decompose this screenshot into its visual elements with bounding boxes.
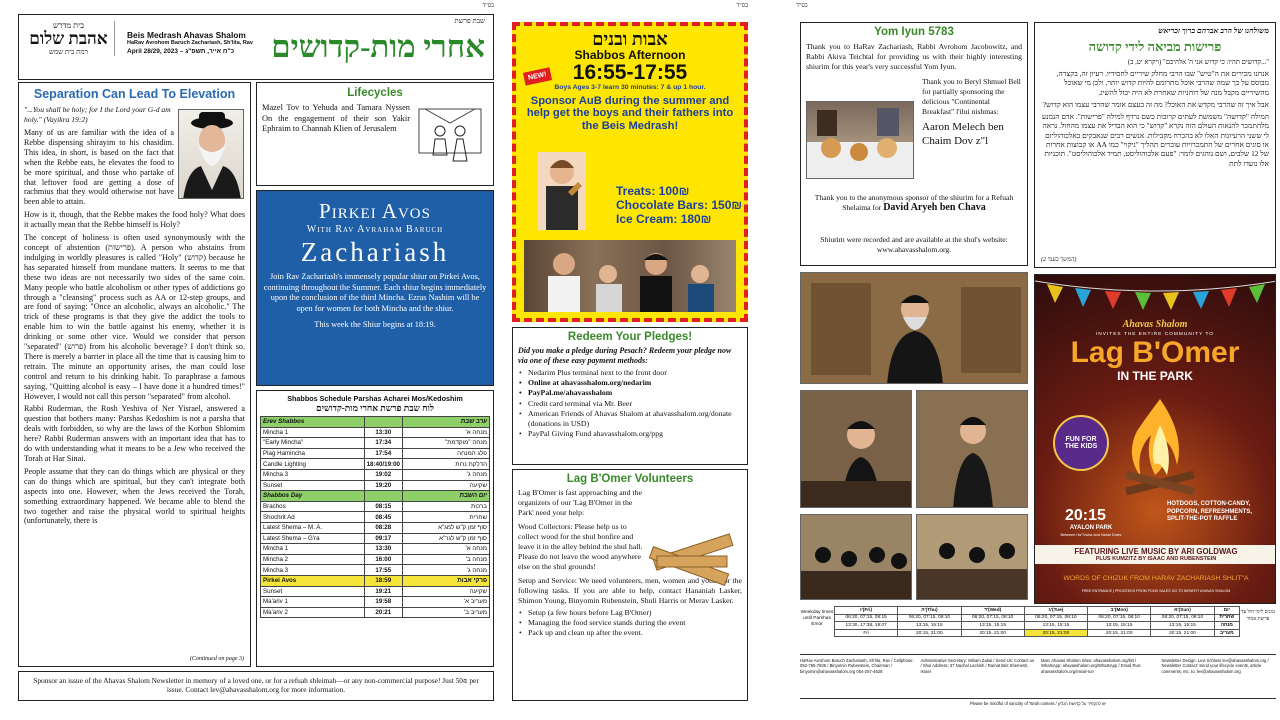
weekday-cell: 20:15, 21:00: [1088, 629, 1151, 637]
weekday-cell: 06:20, 07:15, 08:10: [898, 614, 961, 622]
schedule-cell-hebrew: מנחה א': [402, 544, 489, 555]
new-badge: NEW!: [523, 67, 552, 85]
weekday-cell: 06:20, 07:15, 08:10: [1088, 614, 1151, 622]
weekday-day-header: א'(Sun): [1151, 607, 1214, 615]
schedule-cell-english: Erev Shabbos: [261, 417, 365, 428]
weekday-cell: 13:30, 17:38, 19:07: [835, 622, 898, 630]
schedule-cell-hebrew: מנחה ג': [402, 469, 489, 480]
price-list: [616, 184, 742, 226]
yom-iyun-box: [800, 22, 1028, 266]
weekday-cell: 06:20, 07:15, 08:10: [1024, 614, 1087, 622]
speaker-illustration: [801, 273, 1028, 384]
schedule-cell-hebrew: שחרית: [402, 512, 489, 523]
weekday-cell: 20:15, 21:00: [1024, 629, 1087, 637]
weekday-table: [834, 606, 1240, 637]
weekday-day-header: ד'(Wed): [961, 607, 1024, 615]
breakfast-sponsor: Thank you to Beryl Shmuel Bell for partially sponsoring the delicious "Continental Breakfast" l'ilui nishmas:: [922, 77, 1021, 116]
fathers-sons-photo: [524, 240, 736, 312]
poster-music: FEATURING LIVE MUSIC BY ARI GOLDWAG: [1074, 547, 1238, 556]
weekday-prayer-label: מעריב: [1214, 629, 1239, 637]
lifecycles-text: Mazel Tov to Yehuda and Tamara Nyssen On the engagement of their son Yakir Ephraim to Channah Klien of Jerusalem: [262, 103, 410, 134]
child-photo: [538, 152, 586, 230]
poster-place-sub: Between Ha'Tzuba and Nahal Dolev: [1060, 533, 1122, 537]
avos-day: Shabbos Afternoon: [574, 48, 686, 62]
schedule-row: [261, 469, 490, 480]
schedule-cell-english: Mincha 3: [261, 469, 365, 480]
schedule-cell-hebrew: מנחה "מוקדמת": [402, 438, 489, 449]
schedule-cell-english: Ma'ariv 2: [261, 607, 365, 618]
schedule-cell-time: [364, 417, 402, 428]
task-3: • Pack up and clean up after the event.: [518, 628, 742, 638]
schedule-row: [261, 544, 490, 555]
article-para-1: Many of us are familiar with the idea of a Rebbe dispensing shirayim to his chasidim. This idea, in short, is based on the fact that when the Rebbe eats, he elevates the food to be more spiritual, and those who partake of that leftover food are getting a dose of rachmius that they would otherwise not have been able to attain.: [24, 128, 174, 207]
issue-date: April 28/29, 2023 – כ"ח אייר, תשפ"ג: [127, 48, 235, 55]
lifecycles-box: [256, 82, 494, 186]
memorial-name: Aaron Melech ben Chaim Dov z"l: [922, 121, 1004, 147]
shabbos-schedule: [256, 390, 494, 667]
rav-article-para-3: המילה "קדושה" משמשת לעתים קרובות כשם נרדף למילה "פרישות". אדם הנמנע מלהתמכר להנאות העולם הזה נקרא "קדוש" כי הוא הבדיל את עצמו מהחול. נראה לי ששני הרעיונות האלו לא בהכרח מקבילות. אנשים רבים שנאבקים באלכוהוליזם או סוגים אחרים של התמכרויות עוברים תהליך "ניקוי" כמו AA או קבוצות אחרות של 12 שלבים, ושם נוהגים לומר: "פעם אלכוהוליסט, תמיד אלכוהוליסט". תוכניות אלו נועדו לתת: [1041, 112, 1269, 168]
weekday-cell: 20:15, 21:00: [898, 629, 961, 637]
price-treats: Treats: 100₪: [616, 184, 690, 198]
schedule-cell-time: 13:30: [364, 544, 402, 555]
contact-col-3[interactable]: Marc Ahavas Shalom Sites: ahavasshalom.org/list / WhatsApp: ahavasshalom.org/WhatsApp / Email Run: ahavasshalom.org/email-run: [1041, 658, 1142, 674]
kids-badge: FUN FOR THE KIDS: [1053, 415, 1109, 471]
parsha-label: שבת פרשת: [454, 17, 485, 25]
poster-title: Lag B'Omer: [1070, 336, 1240, 369]
masthead: [18, 14, 494, 80]
weekday-cell: 13:15, 15:15: [898, 622, 961, 630]
page-folio: בס"ד: [736, 3, 748, 9]
weekday-day-header: ה'(Thu): [898, 607, 961, 615]
article-separation: [18, 82, 251, 667]
schedule-cell-hebrew: מנחה ב': [402, 554, 489, 565]
pledge-method-6[interactable]: • PayPal Giving Fund ahavasshalom.org/ppg: [518, 429, 742, 439]
schedule-row: [261, 575, 490, 586]
sanctity-note: Please be mindful of sanctity of Torah content / יש להקפיד על קדושת הגליון: [800, 698, 1276, 706]
schedule-cell-time: [364, 491, 402, 502]
page-folio: בס"ד: [482, 3, 494, 9]
schedule-cell-time: 08:45: [364, 512, 402, 523]
schedule-row: [261, 522, 490, 533]
rav-article-para-2: אבל איך זה שהרבי מקדש את האוכל? מה זה בעצם אומר שהרבי עצמו הוא קדוש?: [1042, 99, 1269, 109]
schedule-cell-english: Latest Shema – M. A.: [261, 522, 365, 533]
firewood-icon: [643, 516, 743, 590]
speaker-2-illustration: [801, 391, 912, 508]
verse-quote: "...You shall be holy; for I the Lord your G-d am holy." (Vayikra 19:2): [24, 105, 171, 124]
weekday-times: [800, 606, 1276, 650]
schedule-cell-hebrew: מנחה ג': [402, 565, 489, 576]
weekday-cell: 06:20, 07:15, 08:15: [835, 614, 898, 622]
schedule-row: [261, 459, 490, 470]
schedule-cell-time: 08:15: [364, 501, 402, 512]
article-para-3: The concept of holiness is often used synonymously with the concept of abstention (פרישות). A person who abstains from indulging in worldly pleasures is called "Holy" (קדוש) because he has separated himself from mundane matters. It seems to me that these two ideas are not necessarily two sides of the same coin. Many people who battle alcoholism or other types of addictions go through a "cleansing" process such as AA or 12-step groups, and are fond of saying: "Once an alcoholic, always an alcoholic." The trick of these programs is that they give the addict the tools to enable him to win the battle against his enemy, whether it is drinking or some other vice. Would we consider that person "separated" (פרוש) from his alcoholic beverage? I don't think so. There is merely a barrier in place all the time that is causing him to retrain. The minute an opportunity arises, the man could lose control and return to his drinking habit. To paraphrase a famous saying, "Quitting alcohol is easy – I have done it a hundred times!" However, I would not call this person "separated" from alcohol.: [24, 233, 245, 401]
pirkei-subtitle: With Rav Avraham Baruch: [306, 224, 444, 235]
schedule-cell-hebrew: פרקי אבות: [402, 575, 489, 586]
avos-ages: Boys Ages 3-7 learn 30 minutes: 7 & up 1 hour.: [554, 84, 706, 91]
weekday-cell: 13:15, 15:15: [1151, 622, 1214, 630]
newsletter-page-front: [18, 0, 494, 720]
schedule-cell-english: Brachos: [261, 501, 365, 512]
masthead-info: [127, 30, 267, 55]
weekday-row: [835, 622, 1240, 630]
yom-iyun-title: Yom Iyun 5783: [874, 26, 954, 38]
lag-baomer-poster: [1034, 274, 1276, 604]
schedule-cell-hebrew: פלג המנחה: [402, 448, 489, 459]
poster-music-banner: [1035, 545, 1276, 564]
pledge-method-4: • Credit card terminal via Mr. Beer: [518, 399, 742, 409]
schedule-row: [261, 491, 490, 502]
refuah-sponsor: Thank you to the anonymous sponsor of the shiurim for a Refuah Shelaima for David Aryeh ben Chava: [814, 193, 1014, 213]
audience-illustration: [801, 515, 912, 600]
pledge-method-5[interactable]: • American Friends of Ahavas Shalom at ahavasshalom.org/donate (donations in USD): [518, 409, 742, 429]
schedule-cell-hebrew: שקיעה: [402, 586, 489, 597]
weekday-label: Weekday times until Parshas Emor: [800, 610, 834, 627]
schedule-cell-time: 18:40/19:00: [364, 459, 402, 470]
weekday-cell: 06:20, 07:15, 08:10: [1151, 614, 1214, 622]
article-para-5: People assume that they can do things which are physical or they can do things which are spiritual, but they can't integrate both aspects into one. However, when the Jews received the Torah, something extraordinary happened. We became able to blend the two together and raise the physical world to spiritual heights (unfortunately, there is: [24, 466, 245, 526]
shul-logo: בית מדרש אהבת שלום רמת בית שמש: [23, 21, 115, 56]
avos-sponsor: Sponsor AuB during the summer and help get the boys and their fathers into the Beis Medrash!: [526, 95, 734, 132]
schedule-cell-hebrew: שקיעה: [402, 480, 489, 491]
weekday-day-header: ו'(Fri): [835, 607, 898, 615]
schedule-row: [261, 448, 490, 459]
lifecycles-title: Lifecycles: [347, 87, 403, 99]
schedule-row: [261, 427, 490, 438]
schedule-cell-time: 18:59: [364, 575, 402, 586]
schedule-cell-time: 19:21: [364, 586, 402, 597]
schedule-row: [261, 438, 490, 449]
schedule-cell-english: Sunset: [261, 480, 365, 491]
couple-icon: [415, 107, 485, 165]
schedule-cell-english: Latest Shema – G'ra: [261, 533, 365, 544]
setup-service: Setup and Service: We need volunteers, men, women and youth for the following tasks. If you are able to help, contact Hananiah Lasker, Shimon Young, Binyomin Rubenstein, Shuli Harris or Merav Lasker.: [518, 576, 742, 605]
schedule-cell-hebrew: מעריב א': [402, 597, 489, 608]
weekday-header-row: [835, 607, 1240, 615]
schedule-row: [261, 417, 490, 428]
task-1: • Setup (a few hours before Lag B'Omer): [518, 608, 742, 618]
schedule-cell-hebrew: מעריב ב': [402, 607, 489, 618]
pledge-method-2[interactable]: • Online at ahavasshalom.org/nedarim: [518, 378, 742, 388]
schedule-cell-time: 19:20: [364, 480, 402, 491]
poster-kumzitz: PLUS KUMZITZ BY ISAAC AND RUBENSTEIN: [1095, 556, 1217, 562]
pledges-intro: Did you make a pledge during Pesach? Redeem your pledge now via one of these easy payment methods:: [518, 346, 732, 365]
schedule-cell-time: 17:54: [364, 448, 402, 459]
schedule-cell-english: Candle Lighting: [261, 459, 365, 470]
task-2: • Managing the food service stands during the event: [518, 618, 742, 628]
contact-col-4[interactable]: Newsletter Design: Levi Schloss lev@ahavasshalom.org / Newsletter Contact: Send your lifecycle events, article comments, etc. to: lev@ahavasshalom.org: [1161, 658, 1269, 674]
breakfast-illustration: [807, 102, 914, 179]
yom-iyun-photo-4: [800, 514, 912, 600]
pirkei-rav-name: Zachariash: [300, 237, 450, 267]
schedule-cell-english: Mincha 1: [261, 427, 365, 438]
schedule-row: [261, 480, 490, 491]
schedule-row: [261, 533, 490, 544]
bonfire-icon: [1115, 395, 1205, 505]
newsletter-page-middle: [508, 0, 748, 720]
schedule-title-hebrew: לוח שבת פרשת אחרי מות-קדושים: [315, 403, 435, 413]
child-illustration: [538, 152, 586, 230]
schedule-cell-hebrew: סוף זמן ק"ש לגר"א: [402, 533, 489, 544]
page-folio: בס"ד: [796, 3, 808, 9]
schedule-cell-english: Pirkei Avos: [261, 575, 365, 586]
schedule-cell-time: 09:17: [364, 533, 402, 544]
rav-column-header: משולחנו של הרב אברהם ברוך זכריאש: [1158, 26, 1269, 35]
schedule-table: [260, 416, 490, 618]
weekday-cell: 13:15, 15:15: [961, 622, 1024, 630]
pirkei-title: Pirkei Avos: [319, 199, 431, 223]
rav-continued: (המשך בעמ' 2): [1041, 257, 1077, 263]
poster-invite: INVITES THE ENTIRE COMMUNITY TO: [1095, 332, 1215, 337]
weekday-prayer-label: מנחה: [1214, 622, 1239, 630]
contact-col-2: Administrative Secretary: Miriam Zakai / Send Us: Contact us / Shul Address: 37 Nachal Lachish / Ramat Beit Shemesh, Israel: [920, 658, 1035, 674]
fathers-sons-illustration: [524, 240, 736, 312]
lag-volunteers: [512, 469, 748, 701]
newsletter-title: Beis Medrash Ahavas Shalom: [127, 30, 246, 40]
schedule-row: [261, 512, 490, 523]
weekday-cell: 13:15, 15:15: [1088, 622, 1151, 630]
weekday-day-header: ב'(Mon): [1088, 607, 1151, 615]
contact-col-1: HaRav Avrohom Baruch Zachariash, Sh'lita, Rav / Cellphone: 052-765-7636 / Binyomin Rubenstein, Chairman / binyomin@ahavasshalom.org 054-257-4628: [800, 658, 914, 674]
schedule-cell-english: Shabbos Day: [261, 491, 365, 502]
poster-food: HOTDOGS, COTTON-CANDY, POPCORN, REFRESHMENTS, SPLIT-THE-POT RAFFLE: [1167, 501, 1253, 522]
weekday-cell: Fri: [835, 629, 898, 637]
schedule-cell-english: Shochrit Ad: [261, 512, 365, 523]
contacts-footer: [800, 654, 1276, 694]
schedule-row: [261, 554, 490, 565]
article-title: Separation Can Lead To Elevation: [33, 87, 236, 101]
schedule-cell-hebrew: מנחה א': [402, 427, 489, 438]
parsha-title: אחרי מות-קדושים: [271, 29, 485, 64]
avos-ubonim-flyer: [512, 22, 748, 322]
schedule-cell-english: Mincha 3: [261, 565, 365, 576]
breakfast-photo: [806, 101, 914, 179]
schedule-cell-time: 08:28: [364, 522, 402, 533]
volunteers-intro: Lag B'Omer is fast approaching and the organizers of our 'Lag B'Omer in the Park' need your help:: [518, 488, 642, 517]
rav-hebrew-article: [1034, 22, 1276, 268]
yom-iyun-photo-3: [916, 390, 1028, 508]
schedule-row: [261, 501, 490, 512]
schedule-row: [261, 597, 490, 608]
weekday-row: [835, 629, 1240, 637]
pledges-title: Redeem Your Pledges!: [567, 331, 693, 343]
poster-chizuk: WORDS OF CHIZUK FROM HARAV ZACHARIASH SHLIT"A: [1063, 575, 1249, 582]
yom-iyun-thanks: Thank you to HaRav Zachariash, Rabbi Avrohom Jacobowitz, and Rabbi Akiva Teichtal for providing us with their highly interesting shiurim for this year's very successful Yom Iyun.: [806, 42, 1022, 71]
pirkei-description: Join Rav Zachariash's immensely popular shiur on Pirkei Avos, continuing throughout the Summer. Each shiur begins immediately upon the conclusion of the third Mincha. Ezras Nashim will be open for women for both Mincha and the shiur.: [263, 272, 487, 313]
schedule-cell-hebrew: ערב שבת: [402, 417, 489, 428]
article-para-2: How is it, though, that the Rebbe makes the food holy? What does it actually mean that the Rebbe himself is Holy?: [24, 210, 245, 230]
schedule-row: [261, 586, 490, 597]
schedule-cell-english: "Early Mincha": [261, 438, 365, 449]
avos-title-hebrew: אבות ובנים: [592, 29, 668, 49]
schedule-cell-hebrew: ברכות: [402, 501, 489, 512]
weekday-cell: 20:15, 21:00: [1151, 629, 1214, 637]
schedule-cell-hebrew: סוף זמן ק"ש למג"א: [402, 522, 489, 533]
rav-article-title: פרישות מביאה לידי קדושה: [1088, 39, 1222, 54]
article-para-4: Rabbi Ruderman, the Rosh Yeshiva of Ner Yisrael, answered a question that bothers many: Parshas Kedoshim is not a parsha that deals with forbidden, so why are the laws of the Korbon Shlomim here? Rabbi Ruderman answers with an important idea that has to do with understanding what it means to be a Jew who received the Torah at Har Sinai.: [24, 404, 245, 463]
recordings-note: Shiurim were recorded and are available at the shul's website: www.ahavasshalom.org.: [820, 235, 1008, 254]
schedule-cell-time: 17:55: [364, 565, 402, 576]
schedule-cell-english: Mincha 1: [261, 544, 365, 555]
poster-fine-print: FREE ENTRANCE | PROCEEDS FROM FOOD SALES GO TO BENEFIT AHAVAS SHALOM: [1081, 589, 1231, 593]
yom-iyun-photo-2: [800, 390, 912, 508]
pirkei-time: This week the Shiur begins at 18:19.: [314, 320, 436, 330]
schedule-title: Shabbos Schedule Parshas Acharei Mos/Kedoshim: [287, 394, 463, 403]
schedule-cell-english: Sunset: [261, 586, 365, 597]
poster-brand: Ahavas Shalom: [1122, 319, 1188, 330]
rav-line: HaRav Avrohom Baruch Zachariash, Sh'lita, Rav: [127, 40, 253, 46]
audience-2-illustration: [917, 515, 1028, 600]
weekday-yom-header: יום: [1214, 607, 1239, 615]
schedule-cell-time: 13:30: [364, 427, 402, 438]
schedule-cell-hebrew: יום השבת: [402, 491, 489, 502]
redeem-pledges: [512, 327, 748, 465]
schedule-row: [261, 607, 490, 618]
pirkei-avos-promo: [256, 190, 494, 386]
schedule-cell-time: 19:58: [364, 597, 402, 608]
avos-time: 16:55-17:55: [572, 61, 688, 84]
schedule-cell-time: 19:02: [364, 469, 402, 480]
yom-iyun-photo-5: [916, 514, 1028, 600]
newsletter-page-back: [796, 0, 1280, 720]
weekday-prayer-label: שחרית: [1214, 614, 1239, 622]
price-ice-cream: Ice Cream: 180₪: [616, 212, 712, 226]
continued-note: (Continued on page 3): [189, 656, 244, 662]
schedule-cell-english: Plag Hamincha: [261, 448, 365, 459]
schedule-cell-hebrew: הדלקת נרות: [402, 459, 489, 470]
poster-subtitle: IN THE PARK: [1117, 369, 1193, 383]
pledge-method-1: • Nedarim Plus terminal next to the front door: [518, 368, 742, 378]
yom-iyun-photo-main: [800, 272, 1028, 384]
weekday-day-header: ג'(Tue): [1024, 607, 1087, 615]
bunting-icon: [1035, 275, 1276, 315]
schedule-cell-time: 16:00: [364, 554, 402, 565]
weekday-cell: 13:15, 15:15: [1024, 622, 1087, 630]
weekday-cell: 06:20, 07:15, 08:10: [961, 614, 1024, 622]
schedule-cell-english: Ma'ariv 1: [261, 597, 365, 608]
rav-portrait-illustration: [179, 110, 244, 199]
rav-portrait: [178, 109, 244, 199]
volunteers-title: Lag B'Omer Volunteers: [566, 473, 694, 485]
schedule-cell-english: Mincha 2: [261, 554, 365, 565]
schedule-row: [261, 565, 490, 576]
speaker-3-illustration: [917, 391, 1028, 508]
weekday-cell: 20:15, 21:00: [961, 629, 1024, 637]
rav-article-para-1: אנחנו מכירים את ה"טיש" שבו הרבי מחלק שיריים לחסידיו. רעיון זה, בקצרה, מבוסס על כך שמה שהרבי אוכל מתרומם להיות קדוש יותר, ולכן מי שאוכל מהשיריים מקבל מנה של רוחניות שאחרת לא היה יכול להשיג.: [1056, 69, 1269, 97]
poster-place: AYALON PARK: [1069, 525, 1113, 531]
weekday-row: [835, 614, 1240, 622]
wood-collectors: Wood Collectors: Please help us to collect wood for the shul bonfire and leave it in the alley behind the shul hall. Please do not leave the wood anywhere else on the shul grounds!: [518, 522, 643, 571]
schedule-cell-time: 20:21: [364, 607, 402, 618]
sponsor-footer: Sponsor an issue of the Ahavas Shalom Newsletter in memory of a loved one, or for a refuah shleimah—or any non-commercial purpose! Just 50₪ per issue. Contact lev@ahavasshalom.org for more information.: [18, 671, 494, 701]
rav-article-verse: "...קדושים תהיו: כי קדוש אני ה' אלהיכם" (ויקרא יט, ב): [1127, 59, 1269, 66]
pledge-method-3[interactable]: • PayPal.me/ahavasshalom: [518, 388, 742, 398]
schedule-cell-time: 17:34: [364, 438, 402, 449]
weekday-label-hebrew: זמנים לימי חול עד פרשת אמור: [1241, 610, 1275, 622]
poster-time: 20:15: [1065, 507, 1106, 524]
price-chocolate: Chocolate Bars: 150₪: [616, 198, 742, 212]
